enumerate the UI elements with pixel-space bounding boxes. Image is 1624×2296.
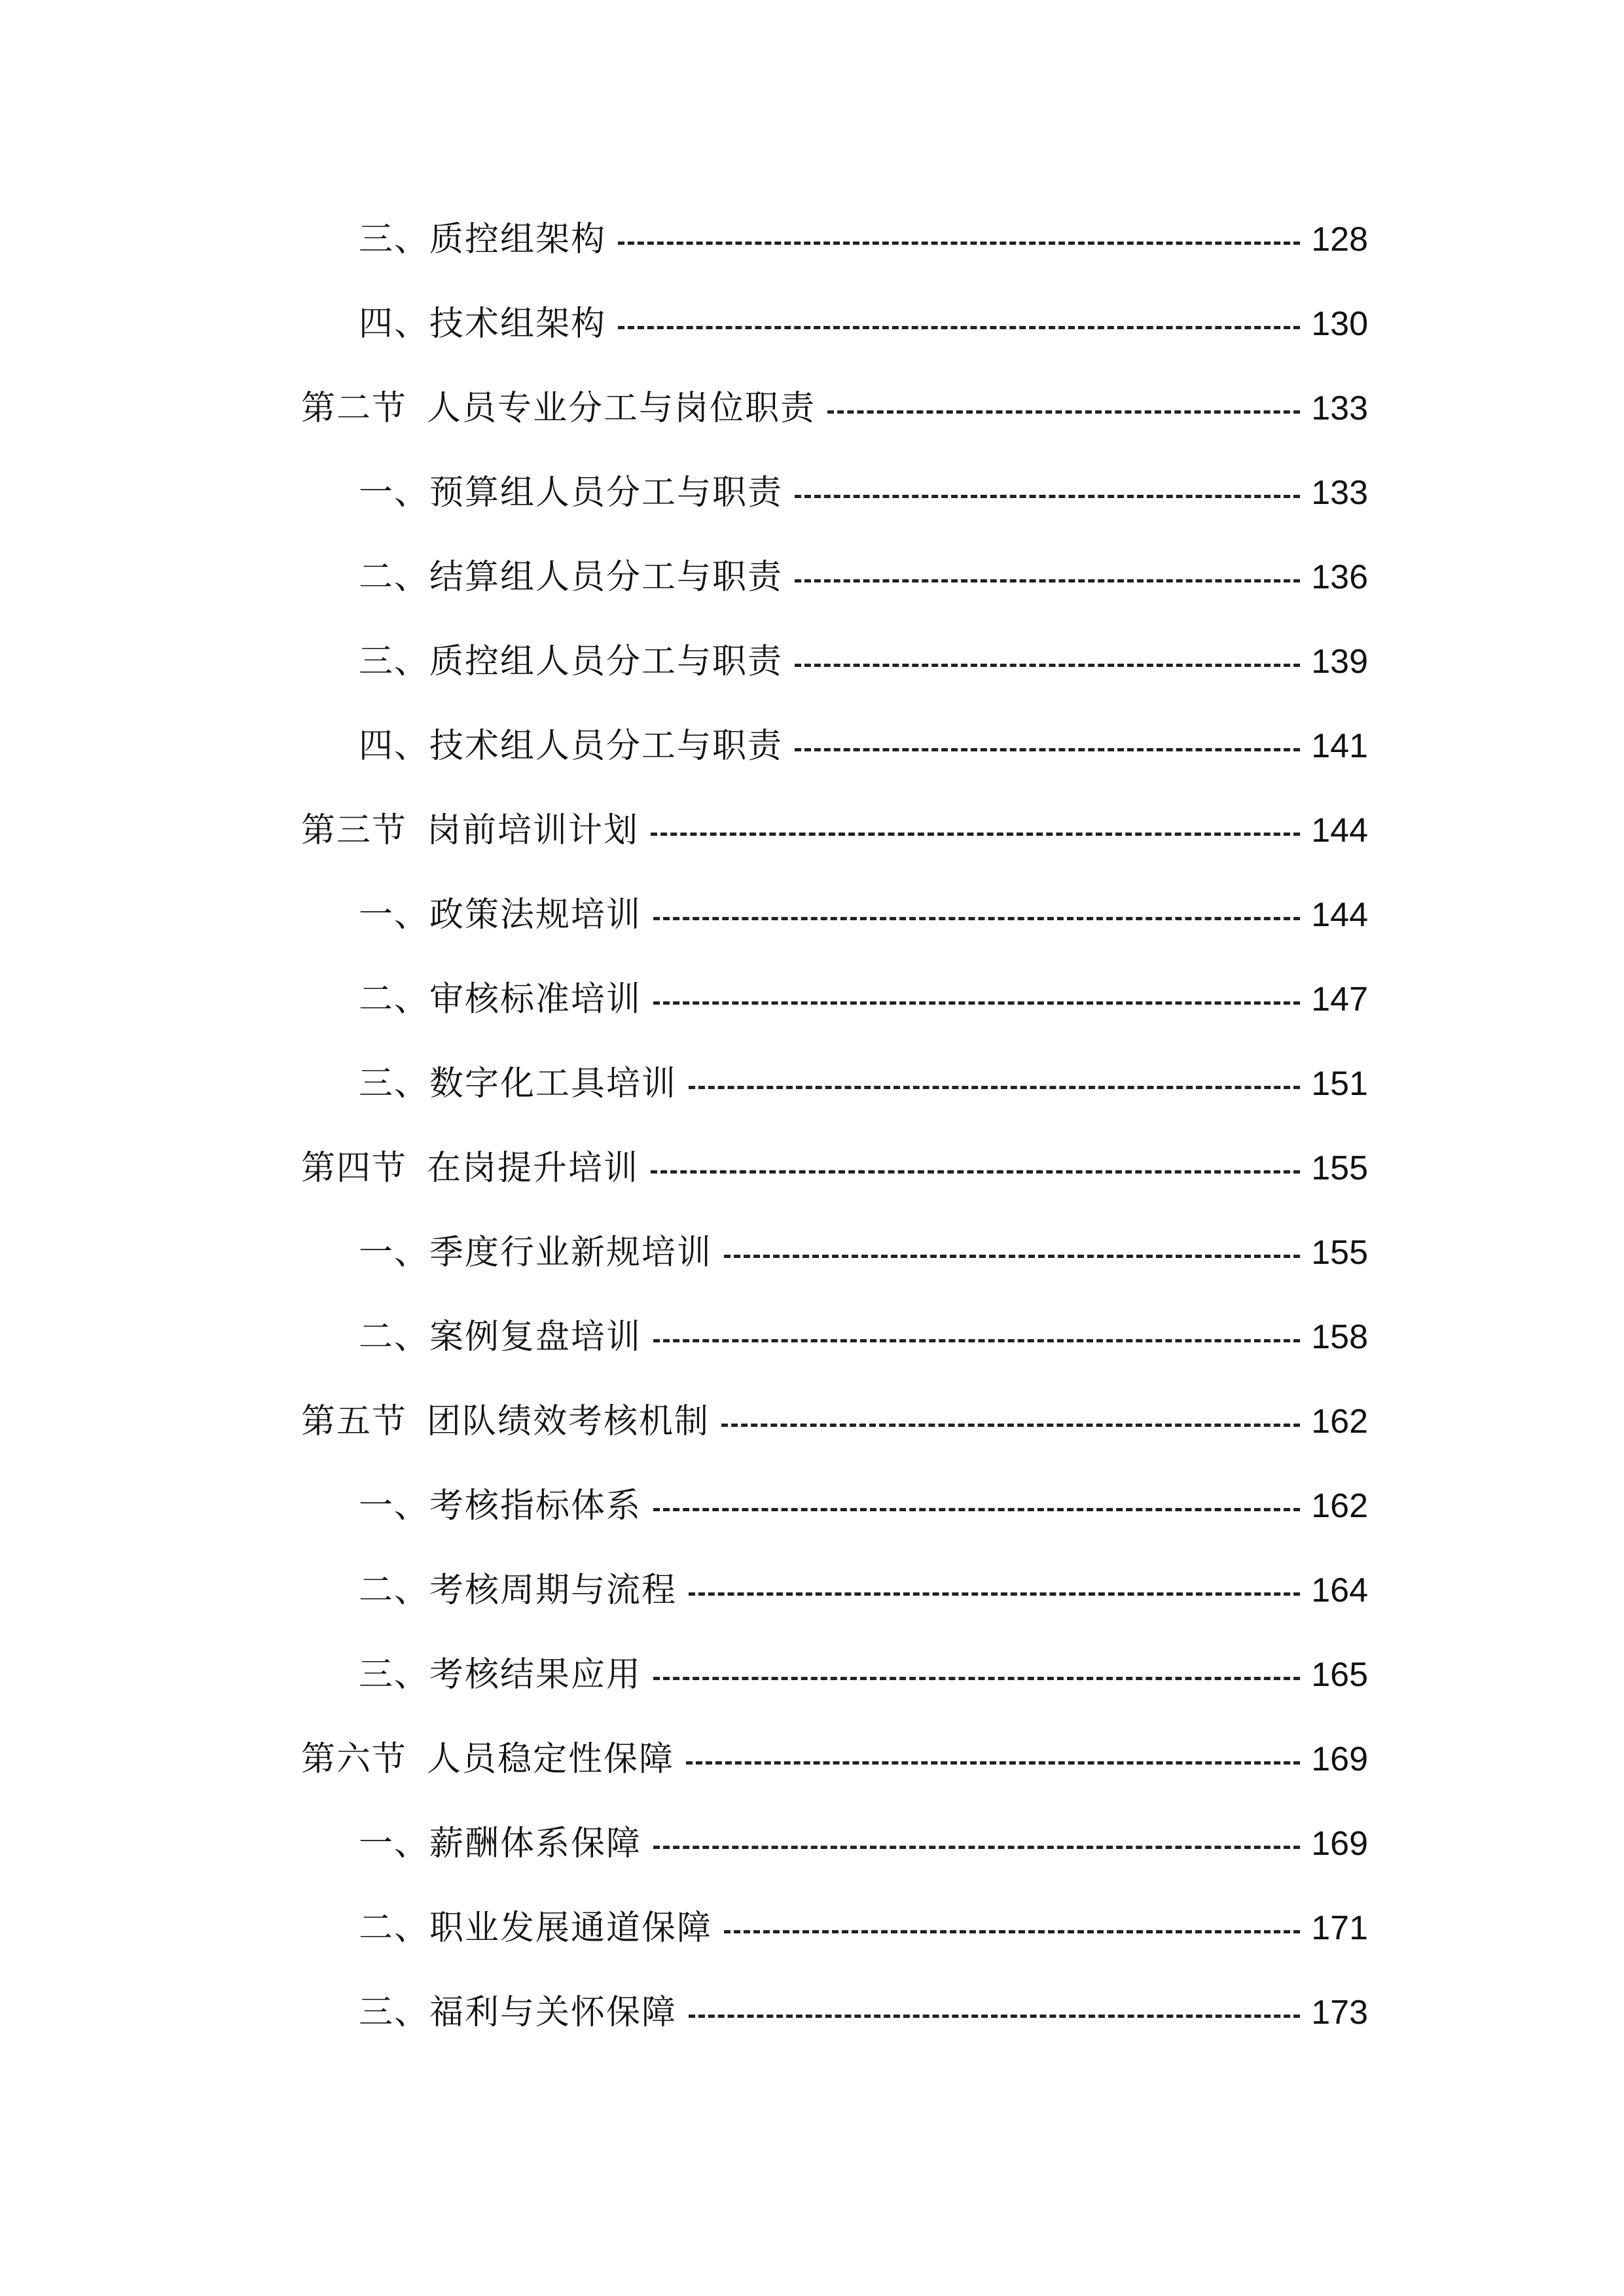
toc-entry[interactable] [359, 1058, 1368, 1110]
toc-leader-dots [651, 833, 1300, 836]
toc-entry-title: 一、薪酬体系保障 [359, 1824, 642, 1863]
toc-entry[interactable] [359, 467, 1368, 519]
toc-leader-dots [795, 748, 1300, 751]
toc-entry-title [301, 804, 639, 857]
toc-entry-title: 一、考核指标体系 [359, 1486, 642, 1526]
toc-leader-dots [651, 1170, 1300, 1174]
toc-page-number: 158 [1311, 1318, 1368, 1356]
toc-leader-dots [653, 1508, 1300, 1511]
toc-entry-title: 三、考核结果应用 [359, 1655, 642, 1695]
toc-leader-dots [653, 917, 1300, 920]
toc-entry[interactable] [359, 1311, 1368, 1363]
toc-entry-title: 三、质控组架构 [359, 220, 607, 259]
toc-leader-dots [653, 1001, 1300, 1005]
toc-leader-dots [689, 2015, 1300, 2018]
toc-entry-title [301, 382, 816, 435]
toc-page-number: 130 [1311, 305, 1368, 343]
toc-page-number: 151 [1311, 1065, 1368, 1103]
toc-section-number: 第四节 [301, 1149, 408, 1188]
toc-leader-dots [795, 495, 1300, 498]
toc-page-number: 136 [1311, 558, 1368, 596]
toc-page-number: 144 [1311, 896, 1368, 934]
toc-entry-title: 三、数字化工具培训 [359, 1064, 677, 1103]
toc-page-number: 155 [1311, 1234, 1368, 1272]
toc-entry-title: 二、审核标准培训 [359, 980, 642, 1019]
toc-leader-dots [618, 326, 1300, 329]
toc-page-number: 169 [1311, 1740, 1368, 1778]
toc-leader-dots [618, 242, 1300, 245]
toc-entry[interactable] [359, 636, 1368, 688]
toc-page-number: 169 [1311, 1825, 1368, 1863]
toc-section-entry[interactable] [301, 1733, 1368, 1785]
toc-page-number: 162 [1311, 1403, 1368, 1441]
toc-leader-dots [724, 1255, 1300, 1258]
toc-leader-dots [827, 410, 1300, 414]
toc-entry-title [301, 1142, 639, 1194]
toc-section-title: 人员稳定性保障 [427, 1740, 675, 1779]
toc-section-title: 团队绩效考核机制 [427, 1402, 710, 1441]
toc-entry-title: 四、技术组架构 [359, 304, 607, 344]
toc-entry[interactable] [359, 551, 1368, 603]
toc-entry-title: 二、案例复盘培训 [359, 1318, 642, 1357]
toc-entry-title: 三、质控组人员分工与职责 [359, 642, 784, 681]
toc-leader-dots [724, 1930, 1300, 1933]
toc-leader-dots [721, 1424, 1300, 1427]
toc-entry[interactable] [359, 1480, 1368, 1532]
toc-entry-title: 二、考核周期与流程 [359, 1571, 677, 1610]
toc-page-number: 128 [1311, 221, 1368, 259]
toc-entry[interactable] [359, 1818, 1368, 1870]
toc-leader-dots [653, 1339, 1300, 1342]
toc-section-title: 人员专业分工与岗位职责 [427, 389, 816, 428]
toc-page-number: 147 [1311, 980, 1368, 1018]
toc-page-number: 144 [1311, 812, 1368, 850]
toc-leader-dots [689, 1086, 1300, 1089]
toc-page-number: 173 [1311, 1994, 1368, 2032]
toc-entry-title: 一、政策法规培训 [359, 895, 642, 935]
toc-entry[interactable] [359, 1649, 1368, 1701]
toc-page-number: 164 [1311, 1571, 1368, 1609]
toc-entry-title: 三、福利与关怀保障 [359, 1993, 677, 2032]
toc-leader-dots [653, 1677, 1300, 1680]
toc-page-number: 133 [1311, 389, 1368, 427]
toc-entry-title: 四、技术组人员分工与职责 [359, 726, 784, 766]
toc-page-number: 165 [1311, 1656, 1368, 1694]
toc-leader-dots [795, 579, 1300, 583]
toc-entry-title: 一、季度行业新规培训 [359, 1233, 713, 1272]
toc-section-number: 第二节 [301, 389, 408, 428]
toc-leader-dots [689, 1592, 1300, 1596]
toc-entry[interactable] [359, 298, 1368, 350]
toc-entry[interactable] [359, 1902, 1368, 1954]
toc-page-number: 171 [1311, 1909, 1368, 1947]
toc-section-title: 在岗提升培训 [427, 1149, 640, 1188]
toc-entry-title: 二、结算组人员分工与职责 [359, 558, 784, 597]
toc-page-number: 133 [1311, 474, 1368, 512]
toc-section-title: 岗前培训计划 [427, 811, 640, 850]
toc-entry-title: 一、预算组人员分工与职责 [359, 473, 784, 512]
toc-page-number: 139 [1311, 643, 1368, 681]
toc-entry[interactable] [359, 973, 1368, 1026]
toc-entry[interactable] [359, 720, 1368, 772]
toc-entry[interactable] [359, 1564, 1368, 1617]
toc-section-number: 第五节 [301, 1402, 408, 1441]
toc-section-entry[interactable] [301, 1395, 1368, 1448]
toc-entry[interactable] [359, 889, 1368, 941]
toc-entry[interactable] [359, 1227, 1368, 1279]
toc-section-number: 第六节 [301, 1740, 408, 1779]
toc-entry-title [301, 1395, 710, 1448]
toc-entry-title [301, 1733, 674, 1785]
toc-entry[interactable] [359, 1986, 1368, 2039]
toc-entry-title: 二、职业发展通道保障 [359, 1909, 713, 1948]
toc-section-number: 第三节 [301, 811, 408, 850]
toc-page-number: 162 [1311, 1487, 1368, 1525]
toc-page-number: 141 [1311, 727, 1368, 765]
toc-page-number: 155 [1311, 1149, 1368, 1187]
toc-leader-dots [653, 1846, 1300, 1849]
toc-leader-dots [795, 664, 1300, 667]
toc-section-entry[interactable] [301, 382, 1368, 435]
toc-section-entry[interactable] [301, 1142, 1368, 1194]
toc-section-entry[interactable] [301, 804, 1368, 857]
toc-entry[interactable] [359, 213, 1368, 266]
toc-leader-dots [686, 1761, 1300, 1765]
